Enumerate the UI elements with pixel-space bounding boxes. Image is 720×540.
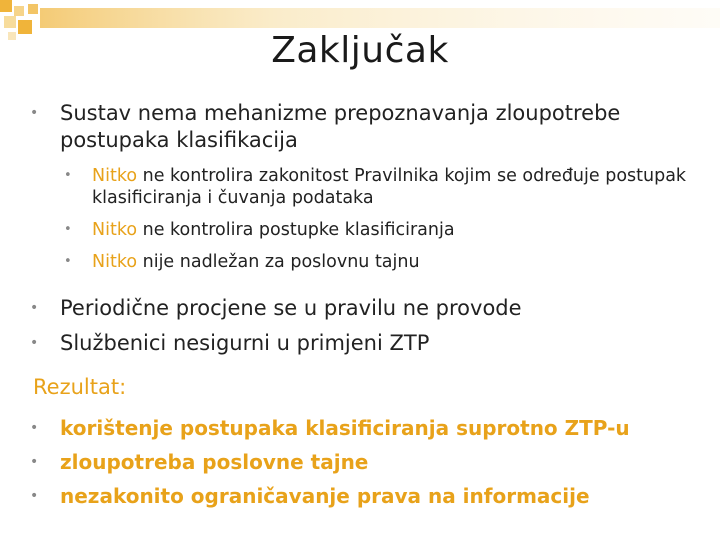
bullet-text: Sustav nema mehanizme prepoznavanja zloupotrebe postupaka klasifikacija [60, 101, 621, 152]
bullet-text: Službenici nesigurni u primjeni ZTP [60, 331, 430, 355]
bullet-item [30, 330, 690, 357]
sub-bullet-item [64, 165, 704, 209]
sub-bullet-text: ne kontrolira postupke klasificiranja [137, 220, 455, 240]
result-item [30, 483, 690, 509]
bullet-marker: • [30, 105, 39, 121]
deco-square [0, 0, 12, 12]
sub-bullet-item [64, 219, 704, 241]
sub-bullet-text: ne kontrolira zakonitost Pravilnika kojim se određuje postupak klasificiranja i čuvanja podataka [92, 166, 687, 208]
result-text: korištenje postupaka klasificiranja suprotno ZTP-u [60, 416, 630, 440]
result-item [30, 449, 690, 475]
deco-square [4, 16, 16, 28]
bullet-marker: • [64, 254, 72, 269]
sub-bullet-highlight: Nitko [92, 252, 138, 272]
header-band [40, 8, 720, 28]
bullet-marker: • [30, 300, 39, 316]
sub-bullet-highlight: Nitko [92, 220, 138, 240]
result-heading: Rezultat: [33, 375, 127, 399]
bullet-item [30, 295, 690, 322]
sub-bullet-item [64, 251, 704, 273]
sub-bullet-text: nije nadležan za poslovnu tajnu [137, 252, 420, 272]
bullet-marker: • [64, 222, 72, 237]
result-text: zloupotreba poslovne tajne [60, 450, 369, 474]
bullet-item [30, 100, 670, 154]
bullet-marker: • [64, 168, 72, 183]
bullet-text: Periodične procjene se u pravilu ne provode [60, 296, 522, 320]
bullet-marker: • [30, 335, 39, 351]
deco-square [14, 6, 24, 16]
deco-square [28, 4, 38, 14]
slide-title: Zaključak [271, 30, 449, 71]
bullet-marker: • [30, 488, 39, 504]
sub-bullet-highlight: Nitko [92, 166, 138, 186]
result-text: nezakonito ograničavanje prava na informacije [60, 484, 590, 508]
bullet-marker: • [30, 420, 39, 436]
bullet-marker: • [30, 454, 39, 470]
result-item [30, 415, 690, 441]
